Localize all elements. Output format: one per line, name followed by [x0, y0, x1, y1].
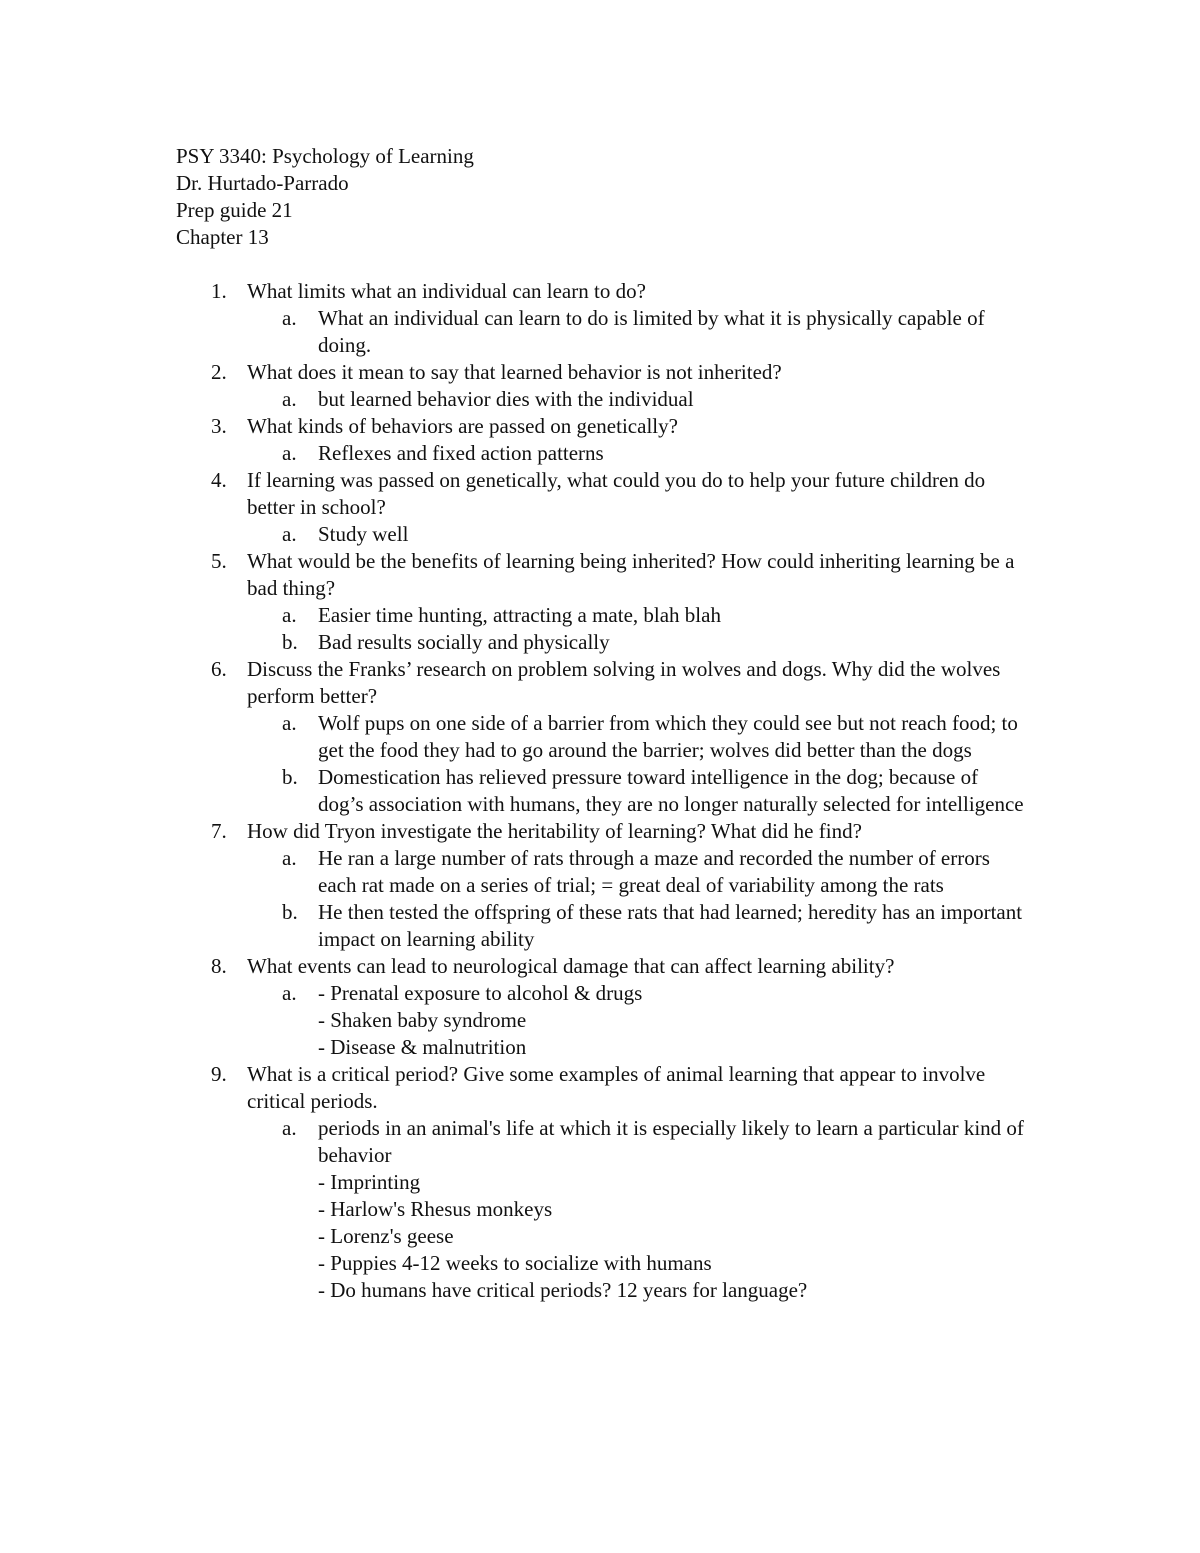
answer-line: but learned behavior dies with the individual [318, 387, 694, 411]
question-item [176, 953, 1036, 1061]
question-text: If learning was passed on genetically, what could you do to help your future children do better in school? [247, 468, 986, 519]
answer-letter: a. [282, 846, 297, 870]
answer-body [318, 764, 1036, 818]
answer-letter: b. [282, 900, 298, 924]
question-item [176, 818, 1036, 953]
question-number: 9. [211, 1062, 227, 1086]
question-row [176, 818, 1036, 845]
answer-body [318, 1115, 1036, 1304]
answer-letter: a. [282, 441, 297, 465]
answer-item [176, 629, 1036, 656]
question-text: How did Tryon investigate the heritability of learning? What did he find? [247, 819, 862, 843]
answer-letter: b. [282, 630, 298, 654]
answer-line: Study well [318, 522, 409, 546]
question-item [176, 278, 1036, 359]
question-number: 2. [211, 360, 227, 384]
answer-line: Wolf pups on one side of a barrier from which they could see but not reach food; to get the food they had to go around the barrier; wolves did better than the dogs [318, 711, 1018, 762]
question-item [176, 1061, 1036, 1304]
question-number: 5. [211, 549, 227, 573]
guide-number: Prep guide 21 [176, 198, 293, 222]
question-row [176, 467, 1036, 521]
answer-line: Domestication has relieved pressure toward intelligence in the dog; because of dog’s association with humans, they are no longer naturally selected for intelligence [318, 765, 1024, 816]
answer-line: - Imprinting [318, 1170, 421, 1194]
answer-line: - Disease & malnutrition [318, 1035, 527, 1059]
question-number: 1. [211, 279, 227, 303]
answer-item [176, 440, 1036, 467]
answer-list [176, 521, 1036, 548]
question-item [176, 467, 1036, 548]
question-item [176, 359, 1036, 413]
question-text: What is a critical period? Give some examples of animal learning that appear to involve critical periods. [247, 1062, 986, 1113]
answer-item [176, 521, 1036, 548]
question-text: What events can lead to neurological damage that can affect learning ability? [247, 954, 895, 978]
answer-list [176, 440, 1036, 467]
answer-item [176, 845, 1036, 899]
question-text: What limits what an individual can learn to do? [247, 279, 646, 303]
answer-line: Reflexes and fixed action patterns [318, 441, 604, 465]
question-item [176, 548, 1036, 656]
question-number: 6. [211, 657, 227, 681]
question-row [176, 278, 1036, 305]
question-text: What does it mean to say that learned behavior is not inherited? [247, 360, 782, 384]
question-text: What kinds of behaviors are passed on genetically? [247, 414, 678, 438]
question-row [176, 656, 1036, 710]
answer-item [176, 602, 1036, 629]
answer-letter: a. [282, 522, 297, 546]
answer-list [176, 602, 1036, 656]
question-row [176, 1061, 1036, 1115]
answer-body [318, 980, 1036, 1061]
course-title: PSY 3340: Psychology of Learning [176, 144, 474, 168]
answer-body [318, 440, 1036, 467]
answer-item [176, 710, 1036, 764]
instructor-name: Dr. Hurtado-Parrado [176, 171, 349, 195]
answer-body [318, 710, 1036, 764]
answer-line: He ran a large number of rats through a maze and recorded the number of errors each rat made on a series of trial; = great deal of variability among the rats [318, 846, 990, 897]
answer-list [176, 1115, 1036, 1304]
answer-item [176, 386, 1036, 413]
answer-line: - Shaken baby syndrome [318, 1008, 527, 1032]
answer-body [318, 899, 1036, 953]
answer-body [318, 305, 1036, 359]
question-list [176, 278, 1036, 1304]
answer-item [176, 980, 1036, 1061]
answer-item [176, 764, 1036, 818]
answer-item [176, 1115, 1036, 1304]
document-header [176, 143, 1036, 251]
answer-list [176, 710, 1036, 818]
answer-letter: a. [282, 981, 297, 1005]
answer-line: - Puppies 4-12 weeks to socialize with humans [318, 1251, 712, 1275]
answer-list [176, 305, 1036, 359]
answer-letter: a. [282, 1116, 297, 1140]
question-item [176, 656, 1036, 818]
answer-letter: b. [282, 765, 298, 789]
chapter-label: Chapter 13 [176, 225, 269, 249]
answer-line: - Do humans have critical periods? 12 years for language? [318, 1278, 808, 1302]
question-item [176, 413, 1036, 467]
answer-body [318, 629, 1036, 656]
answer-item [176, 899, 1036, 953]
answer-line: He then tested the offspring of these rats that had learned; heredity has an important impact on learning ability [318, 900, 1023, 951]
answer-item [176, 305, 1036, 359]
question-number: 8. [211, 954, 227, 978]
answer-letter: a. [282, 387, 297, 411]
answer-line: - Prenatal exposure to alcohol & drugs [318, 981, 643, 1005]
answer-body [318, 521, 1036, 548]
answer-letter: a. [282, 711, 297, 735]
answer-body [318, 845, 1036, 899]
answer-line: - Lorenz's geese [318, 1224, 454, 1248]
answer-list [176, 980, 1036, 1061]
question-row [176, 359, 1036, 386]
question-row [176, 548, 1036, 602]
answer-body [318, 386, 1036, 413]
answer-body [318, 602, 1036, 629]
question-number: 7. [211, 819, 227, 843]
answer-list [176, 845, 1036, 953]
question-text: What would be the benefits of learning being inherited? How could inheriting learning be a bad thing? [247, 549, 1015, 600]
answer-letter: a. [282, 603, 297, 627]
answer-line: - Harlow's Rhesus monkeys [318, 1197, 553, 1221]
question-text: Discuss the Franks’ research on problem solving in wolves and dogs. Why did the wolves perform better? [247, 657, 1001, 708]
answer-letter: a. [282, 306, 297, 330]
answer-line: Bad results socially and physically [318, 630, 610, 654]
answer-list [176, 386, 1036, 413]
answer-line: periods in an animal's life at which it is especially likely to learn a particular kind of behavior [318, 1116, 1024, 1167]
question-number: 3. [211, 414, 227, 438]
question-row [176, 953, 1036, 980]
document-page [176, 143, 1036, 1304]
question-number: 4. [211, 468, 227, 492]
answer-line: Easier time hunting, attracting a mate, blah blah [318, 603, 721, 627]
question-row [176, 413, 1036, 440]
answer-line: What an individual can learn to do is limited by what it is physically capable of doing. [318, 306, 985, 357]
